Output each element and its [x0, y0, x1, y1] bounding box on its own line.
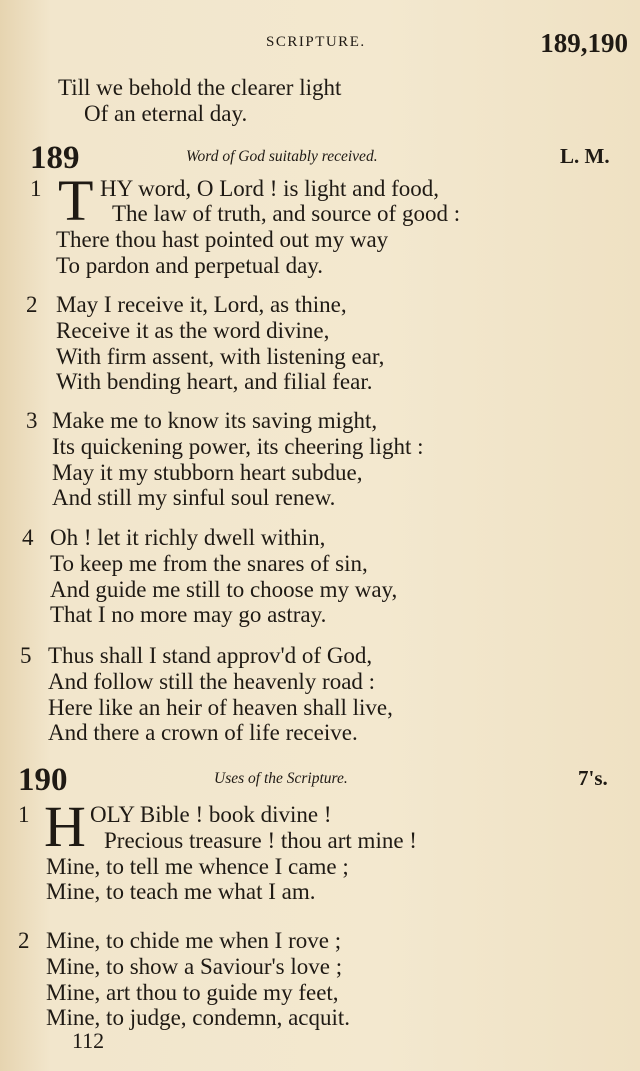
- hymn-meter: L. M.: [560, 144, 610, 168]
- verse-number: 2: [18, 928, 30, 953]
- verse-line: And still my sinful soul renew.: [52, 485, 336, 510]
- verse-number: 1: [18, 802, 30, 827]
- verse-line: And guide me still to choose my way,: [50, 577, 398, 602]
- page-number: 112: [72, 1028, 105, 1053]
- drop-cap: T: [58, 168, 94, 233]
- drop-cap: H: [44, 794, 86, 859]
- hymn-subject: Word of God suitably received.: [186, 148, 378, 165]
- verse-line: Precious treasure ! thou art mine !: [104, 828, 417, 853]
- verse-number: 3: [26, 408, 38, 433]
- verse-line: Thus shall I stand approv'd of God,: [48, 643, 373, 668]
- hymn-subject: Uses of the Scripture.: [214, 770, 348, 787]
- hymn-range: 189,190: [540, 28, 628, 58]
- verse-line: OLY Bible ! book divine !: [90, 802, 332, 827]
- verse-number: 4: [22, 525, 34, 550]
- verse-line: Here like an heir of heaven shall live,: [48, 695, 393, 720]
- verse-line: And there a crown of life receive.: [48, 720, 358, 745]
- verse-line: May I receive it, Lord, as thine,: [56, 292, 347, 317]
- hymn-number: 189: [30, 140, 80, 176]
- verse-line: May it my stubborn heart subdue,: [52, 460, 363, 485]
- verse-number: 2: [26, 292, 38, 317]
- verse-line: Mine, to show a Saviour's love ;: [46, 954, 343, 979]
- verse-line: And follow still the heavenly road :: [48, 669, 376, 694]
- verse-line: There thou hast pointed out my way: [56, 227, 389, 252]
- verse-line: With bending heart, and filial fear.: [56, 369, 373, 394]
- running-title: SCRIPTURE.: [266, 34, 366, 50]
- hymn-meter: 7's.: [578, 766, 608, 790]
- verse-line: Mine, to teach me what I am.: [46, 879, 316, 904]
- hymn-190-heading: [0, 762, 640, 798]
- verse-line: The law of truth, and source of good :: [112, 201, 461, 226]
- verse-line: Oh ! let it richly dwell within,: [50, 525, 326, 550]
- verse-line: To pardon and perpetual day.: [56, 253, 324, 278]
- verse-line: Make me to know its saving might,: [52, 408, 378, 433]
- verse-line: Mine, art thou to guide my feet,: [46, 980, 339, 1005]
- hymn-189-heading: [0, 140, 640, 176]
- verse-line: HY word, O Lord ! is light and food,: [100, 176, 439, 201]
- page-header: [0, 28, 640, 60]
- verse-line: With firm assent, with listening ear,: [56, 344, 385, 369]
- verse-line: Mine, to tell me whence I came ;: [46, 854, 349, 879]
- verse-line: Mine, to chide me when I rove ;: [46, 928, 342, 953]
- hymn-number: 190: [18, 762, 68, 798]
- carryover-line-1: Till we behold the clearer light: [58, 75, 342, 100]
- verse-line: That I no more may go astray.: [50, 602, 327, 627]
- verse-number: 1: [30, 176, 42, 201]
- carryover-line-2: Of an eternal day.: [84, 101, 248, 126]
- verse-line: Mine, to judge, condemn, acquit.: [46, 1005, 351, 1030]
- verse-number: 5: [20, 643, 32, 668]
- verse-line: Receive it as the word divine,: [56, 318, 330, 343]
- verse-line: Its quickening power, its cheering light :: [52, 434, 424, 459]
- verse-line: To keep me from the snares of sin,: [50, 551, 368, 576]
